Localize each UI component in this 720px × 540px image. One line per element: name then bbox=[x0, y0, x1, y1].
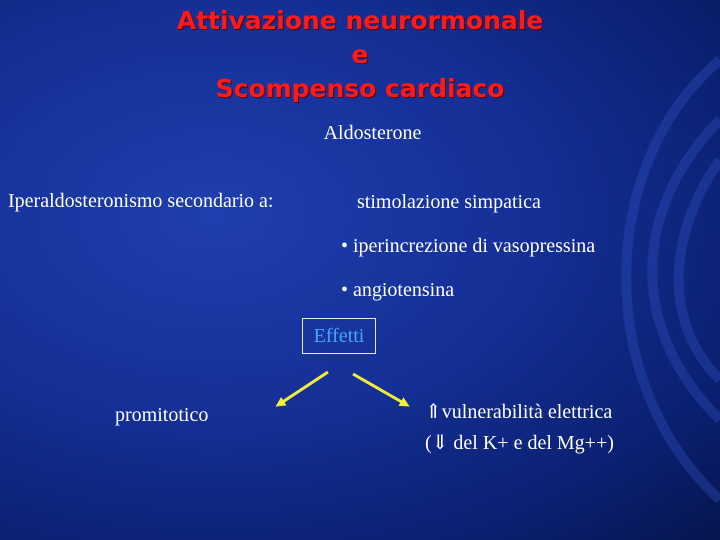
cause-bullet-angiotensina: • angiotensina bbox=[341, 279, 455, 301]
title-line-2: e bbox=[351, 40, 369, 69]
effect-promitotico: promitotico bbox=[115, 404, 209, 426]
arrow-to-left-effect bbox=[278, 372, 328, 405]
effect-vulnerabilita: ⇑vulnerabilità elettrica bbox=[425, 401, 613, 423]
cause-bullet-vasopressina: • iperincrezione di vasopressina bbox=[341, 235, 596, 257]
subtitle-aldosterone: Aldosterone bbox=[323, 122, 422, 144]
effect-potassio-magnesio: (⇓ del K+ e del Mg++) bbox=[425, 432, 614, 454]
left-label: Iperaldosteronismo secondario a: bbox=[8, 190, 274, 212]
title-line-3: Scompenso cardiaco bbox=[215, 74, 505, 103]
cause-first: stimolazione simpatica bbox=[357, 191, 541, 213]
effects-label: Effetti bbox=[313, 325, 365, 347]
title-line-1: Attivazione neurormonale bbox=[176, 6, 544, 35]
arrow-to-right-effect bbox=[353, 374, 407, 405]
